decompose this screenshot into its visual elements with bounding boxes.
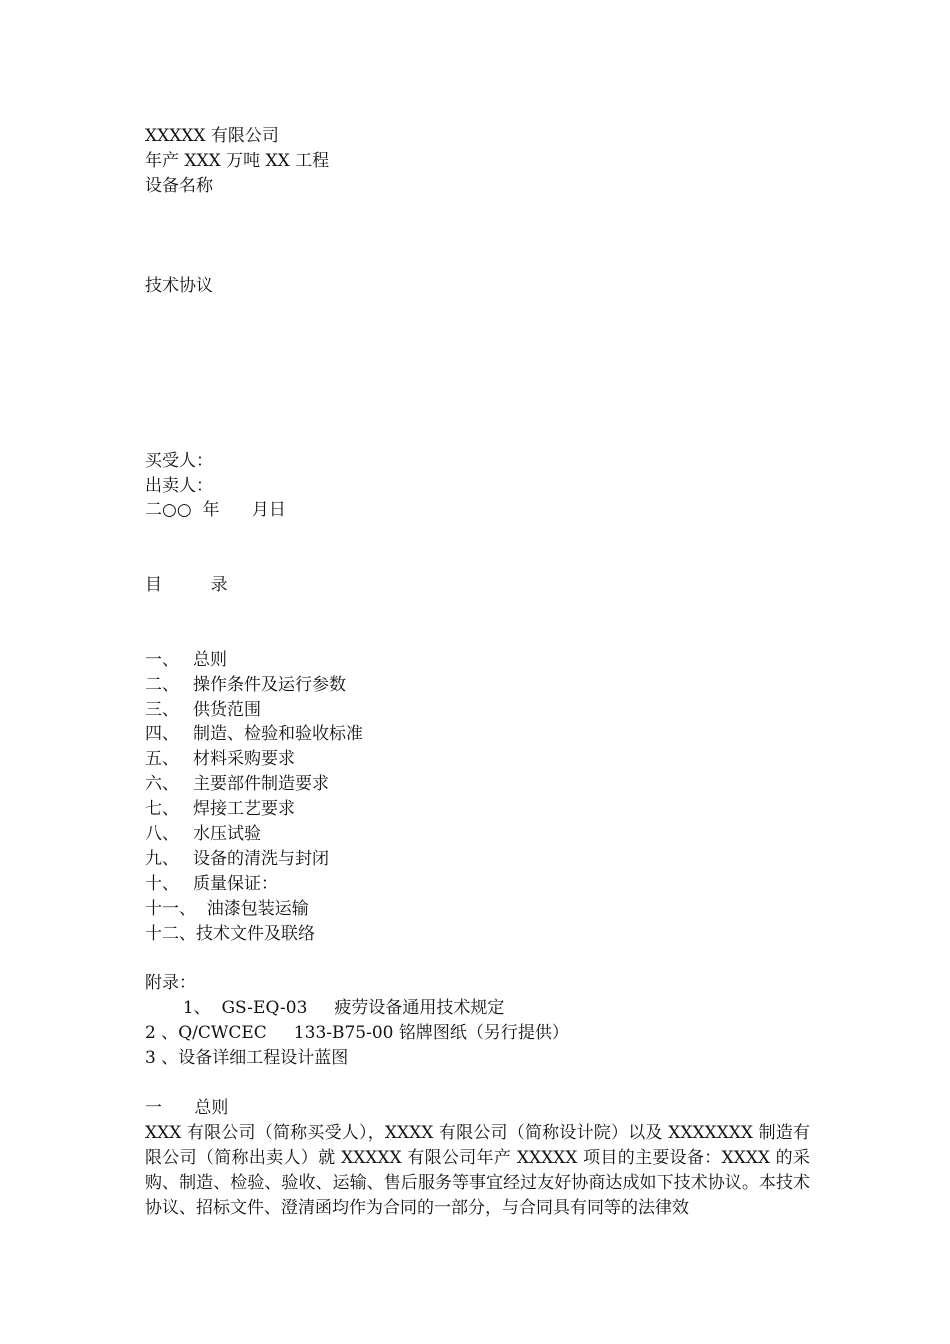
toc-item-label: 焊接工艺要求 — [193, 799, 295, 819]
toc-heading: 目 录 — [145, 575, 228, 595]
section-body: XXX 有限公司（简称买受人），XXXX 有限公司（简称设计院）以及 XXXXXXX 制造有限公司（简称出卖人）就 XXXXX 有限公司年产 XXXXX 项目的主要设备：XXXX 的采购、制造、检验、验收、运输、售后服务等事宜经过友好协商达成如下技术协议。本技术协议、招标文件、澄清函均作为合同的一部分，与合同具有同等的法律效 — [145, 1123, 810, 1218]
toc-item-number: 四、 — [145, 724, 179, 744]
document-title: 技术协议 — [145, 276, 213, 296]
toc-item-label: 操作条件及运行参数 — [193, 675, 346, 695]
toc-item-label: 材料采购要求 — [193, 749, 295, 769]
toc-item-label: 制造、检验和验收标准 — [193, 724, 363, 744]
toc-item-number: 二、 — [145, 675, 179, 695]
company-name: XXXXX 有限公司 — [145, 126, 279, 146]
appendix-heading: 附录： — [145, 973, 196, 993]
toc-item-number: 九、 — [145, 849, 179, 869]
toc-item-number: 六、 — [145, 774, 179, 794]
toc-item — [145, 747, 295, 772]
appendix-item: 3 、设备详细工程设计蓝图 — [145, 1048, 349, 1068]
toc-item — [145, 648, 227, 673]
equipment-name: 设备名称 — [145, 176, 213, 196]
toc-item-number: 七、 — [145, 799, 179, 819]
toc-item-number: 十、 — [145, 874, 179, 894]
toc-item-label: 质量保证： — [193, 874, 278, 894]
date-line: 二○○ 年 月日 — [145, 500, 286, 520]
toc-item-label: 主要部件制造要求 — [193, 774, 329, 794]
toc-item — [145, 872, 278, 897]
toc-item-label: 水压试验 — [193, 824, 261, 844]
toc-item — [145, 772, 329, 797]
toc-item-label: 设备的清洗与封闭 — [193, 849, 329, 869]
toc-item-number: 八、 — [145, 824, 179, 844]
toc-item — [145, 673, 346, 698]
toc-item-11: 十一、 油漆包装运输 — [145, 899, 309, 919]
appendix-item: 2 、Q/CWCEC 133-B75-00 铭牌图纸（另行提供） — [145, 1023, 569, 1043]
toc-item-number: 一、 — [145, 650, 179, 670]
toc-item — [145, 722, 363, 747]
buyer-label: 买受人： — [145, 451, 213, 471]
seller-label: 出卖人： — [145, 476, 213, 496]
toc-item-12: 十二、技术文件及联络 — [145, 924, 315, 944]
toc-item — [145, 822, 261, 847]
toc-item — [145, 797, 295, 822]
section-heading: 一 总则 — [145, 1098, 229, 1118]
appendix-item: 1、 GS-EQ-03 疲劳设备通用技术规定 — [145, 998, 505, 1018]
toc-item — [145, 698, 261, 723]
toc-item-label: 供货范围 — [193, 700, 261, 720]
project-name: 年产 XXX 万吨 XX 工程 — [145, 151, 330, 171]
toc-item-number: 五、 — [145, 749, 179, 769]
toc-item-label: 总则 — [193, 650, 227, 670]
toc-item-number: 三、 — [145, 700, 179, 720]
toc-item — [145, 847, 329, 872]
